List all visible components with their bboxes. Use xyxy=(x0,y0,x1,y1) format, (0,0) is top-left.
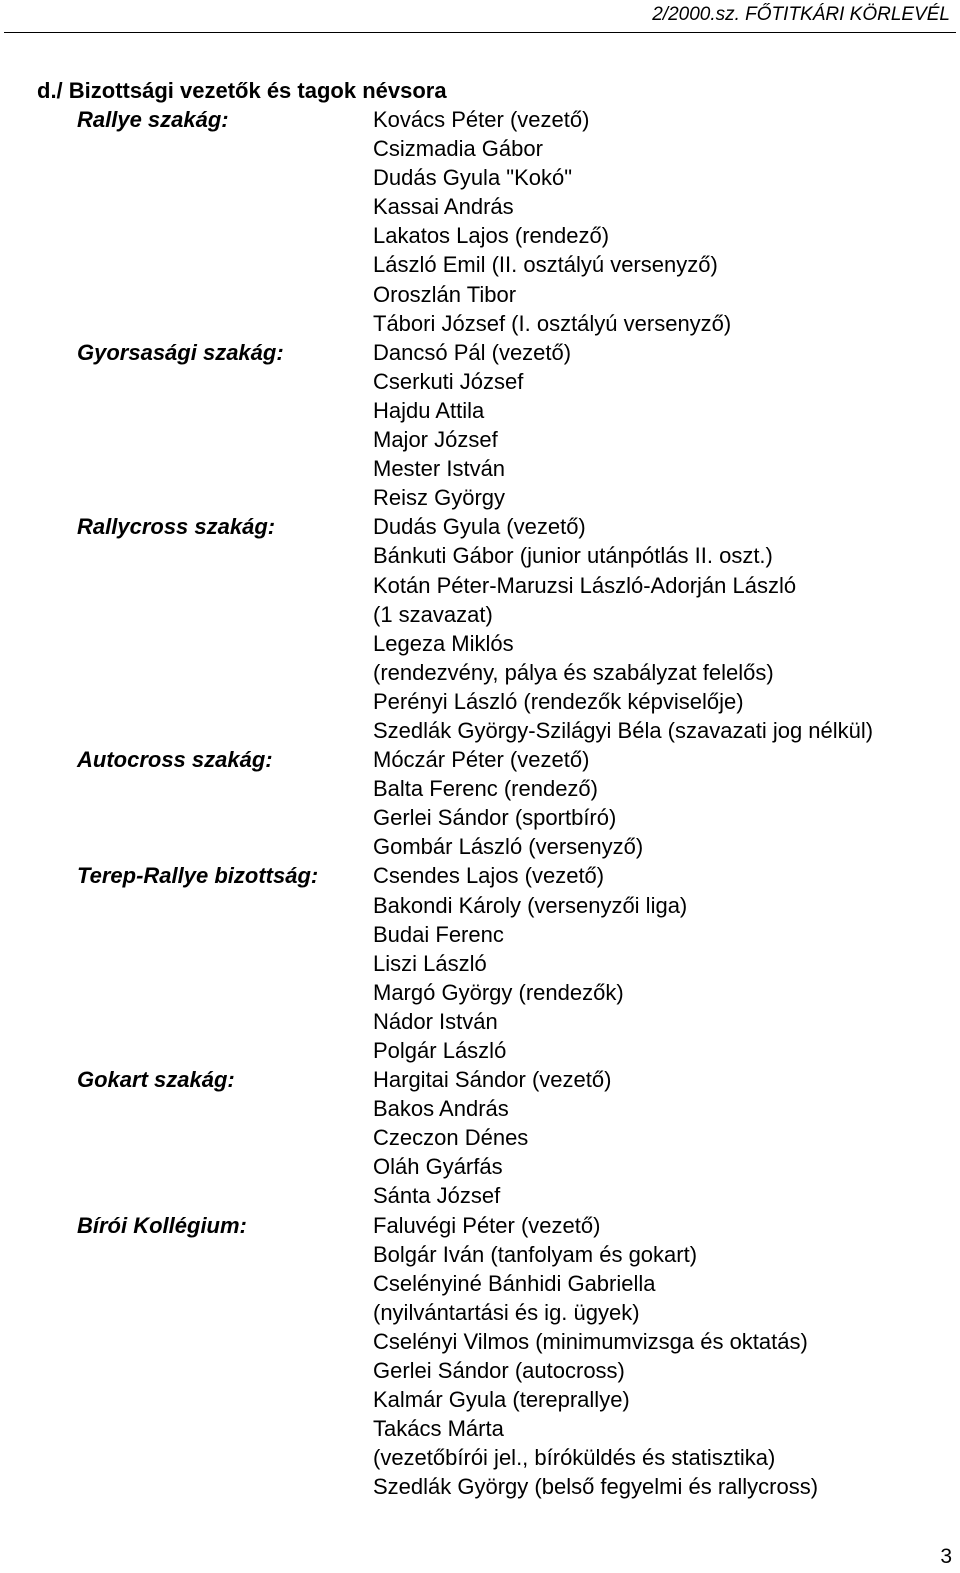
committee-block xyxy=(0,105,960,338)
member-list xyxy=(373,861,960,1065)
member-entry: (vezetőbírói jel., bíróküldés és statisztika) xyxy=(373,1445,776,1471)
member-entry: Csizmadia Gábor xyxy=(373,136,543,162)
member-entry: Cselényiné Bánhidi Gabriella xyxy=(373,1270,656,1296)
member-entry: Kovács Péter (vezető) xyxy=(373,107,590,132)
committee-label: Rallye szakág: xyxy=(77,107,229,132)
member-entry: (rendezvény, pálya és szabályzat felelős) xyxy=(373,659,774,685)
committee-label: Bírói Kollégium: xyxy=(77,1212,247,1238)
member-list xyxy=(373,1211,960,1502)
member-entry: Tábori József (I. osztályú versenyző) xyxy=(373,310,732,336)
member-entry: Margó György (rendezők) xyxy=(373,979,624,1005)
committee-list xyxy=(0,105,960,1502)
member-entry: Legeza Miklós xyxy=(373,630,514,656)
committee-block xyxy=(0,861,960,1065)
member-entry: Gerlei Sándor (autocross) xyxy=(373,1358,625,1384)
committee-label: Autocross szakág: xyxy=(77,747,273,773)
committee-label: Gyorsasági szakág: xyxy=(77,339,284,365)
member-entry: Kassai András xyxy=(373,194,514,220)
committee-label: Gokart szakág: xyxy=(77,1067,235,1093)
committee-block xyxy=(0,338,960,513)
member-entry: Budai Ferenc xyxy=(373,921,504,947)
member-entry: Szedlák György-Szilágyi Béla (szavazati jog nélkül) xyxy=(373,717,874,743)
member-list xyxy=(373,105,960,338)
member-entry: Reisz György xyxy=(373,485,506,511)
running-header: 2/2000.sz. FŐTITKÁRI KÖRLEVÉL xyxy=(652,4,950,25)
member-list xyxy=(373,745,960,861)
member-entry: Polgár László xyxy=(373,1038,507,1063)
committee-block xyxy=(0,512,960,745)
header-rule xyxy=(4,32,956,33)
member-entry: Kalmár Gyula (tereprallye) xyxy=(373,1387,630,1413)
member-entry: Dudás Gyula (vezető) xyxy=(373,514,586,540)
member-list xyxy=(373,512,960,745)
member-entry: Cselényi Vilmos (minimumvizsga és oktatás) xyxy=(373,1328,808,1354)
member-entry: (1 szavazat) xyxy=(373,601,493,627)
member-entry: Lakatos Lajos (rendező) xyxy=(373,223,610,249)
committee-label: Rallycross szakág: xyxy=(77,514,276,540)
member-entry: Faluvégi Péter (vezető) xyxy=(373,1212,601,1238)
member-entry: Dancsó Pál (vezető) xyxy=(373,339,572,365)
committee-block xyxy=(0,1065,960,1210)
member-entry: Mester István xyxy=(373,456,506,482)
member-entry: Hajdu Attila xyxy=(373,397,485,423)
committee-block xyxy=(0,1211,960,1502)
member-entry: Major József xyxy=(373,427,498,453)
member-entry: Gombár László (versenyző) xyxy=(373,834,644,860)
section-title: d./ Bizottsági vezetők és tagok névsora xyxy=(37,78,447,103)
member-entry: Kotán Péter-Maruzsi László-Adorján László xyxy=(373,572,797,598)
committee-label: Terep-Rallye bizottság: xyxy=(77,863,319,889)
member-entry: Takács Márta xyxy=(373,1416,504,1442)
page-number: 3 xyxy=(940,1545,952,1568)
member-entry: Nádor István xyxy=(373,1008,498,1034)
committee-block xyxy=(0,745,960,861)
member-entry: Oroszlán Tibor xyxy=(373,281,517,307)
member-entry: Szedlák György (belső fegyelmi és rallycross) xyxy=(373,1474,819,1500)
member-entry: Gerlei Sándor (sportbíró) xyxy=(373,805,617,831)
member-entry: Czeczon Dénes xyxy=(373,1125,529,1151)
member-entry: Liszi László xyxy=(373,950,487,976)
member-entry: Bánkuti Gábor (junior utánpótlás II. oszt.) xyxy=(373,543,773,569)
member-entry: Sánta József xyxy=(373,1183,501,1209)
member-list xyxy=(373,1065,960,1210)
member-entry: Oláh Gyárfás xyxy=(373,1154,503,1180)
member-entry: Perényi László (rendezők képviselője) xyxy=(373,688,744,714)
member-list xyxy=(373,338,960,513)
member-entry: Bakos András xyxy=(373,1096,509,1122)
member-entry: Cserkuti József xyxy=(373,368,524,394)
member-entry: Csendes Lajos (vezető) xyxy=(373,863,605,889)
member-entry: Hargitai Sándor (vezető) xyxy=(373,1067,612,1093)
member-entry: Balta Ferenc (rendező) xyxy=(373,776,598,802)
member-entry: (nyilvántartási és ig. ügyek) xyxy=(373,1299,640,1325)
member-entry: László Emil (II. osztályú versenyző) xyxy=(373,252,718,278)
member-entry: Bakondi Károly (versenyzői liga) xyxy=(373,892,688,918)
member-entry: Bolgár Iván (tanfolyam és gokart) xyxy=(373,1241,698,1267)
member-entry: Móczár Péter (vezető) xyxy=(373,747,590,773)
member-entry: Dudás Gyula "Kokó" xyxy=(373,165,573,191)
